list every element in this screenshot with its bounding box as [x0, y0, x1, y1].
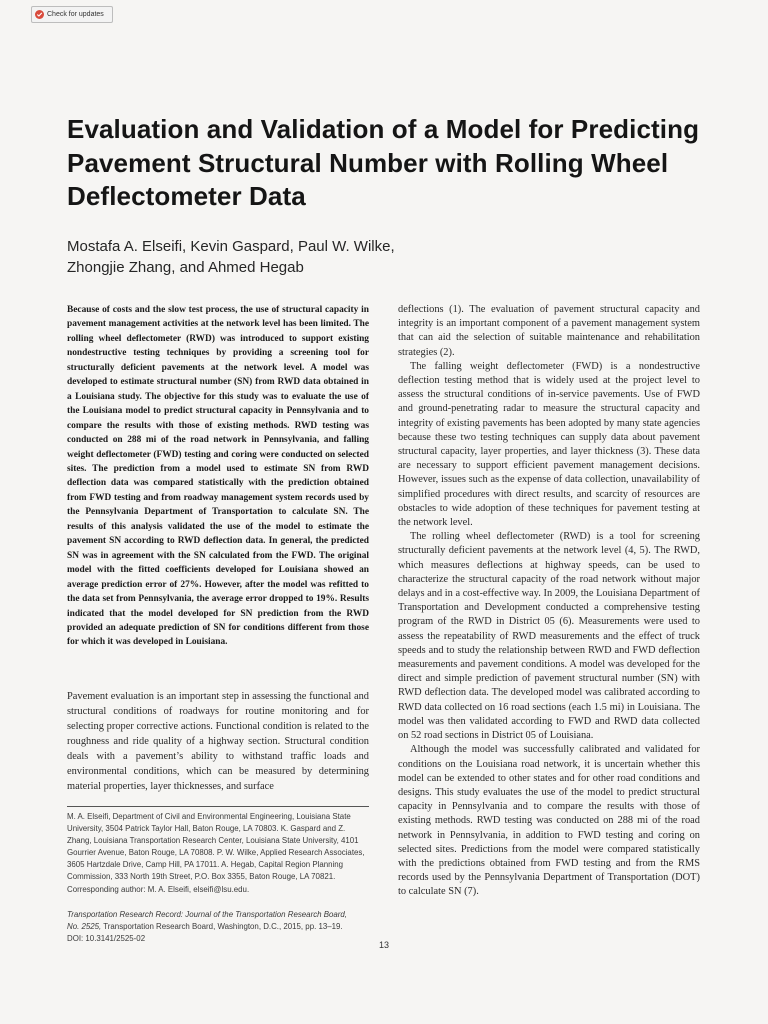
journal-name: Transportation Research Record: Journal of the Transportation Research Board, [67, 910, 347, 919]
page-number-text: 13 [378, 940, 389, 950]
check-for-updates-label: Check for updates [47, 11, 104, 18]
abstract: Because of costs and the slow test process, the use of structural capacity in pavement management activities at the network level has been limited. The rolling wheel deflectometer (RWD) was introduced to support existing nondestructive testing techniques by providing a screening tool for structurally deficient pavements at the network level. A model was developed to estimate structural number (SN) from RWD data obtained in a Louisiana study. The objective for this study was to evaluate the use of the Louisiana model to predict structural capacity in Pennsylvania and to compare the results with those of existing methods. RWD testing was conducted on 288 mi of the road network in Pennsylvania, and falling weight deflectometer (FWD) testing and coring were conducted on selected sites. The prediction from a model used to estimate SN from RWD deflection data was compared statistically with the prediction obtained from FWD testing and from roadway management system records used by the Pennsylvania Department of Transportation to calculate SN. The results of this analysis validated the use of the model to estimate the pavement SN according to RWD deflection data. In general, the predicted SN was in agreement with the SN calculated from the FWD. The original model with the fitted coefficients developed for Louisiana showed an average prediction error of 27%. However, after the model was refitted to the data set from Pennsylvania, the average error dropped to 19%. Results indicated that the model developed for SN prediction from the RWD provided an adequate prediction of SN for conditions different from those for which it was developed in Louisiana. [67, 305, 369, 648]
author-affiliations: M. A. Elseifi, Department of Civil and Environmental Engineering, Louisiana State University, 3504 Patrick Taylor Hall, Baton Rouge, LA 70803. K. Gaspard and Z. Zhang, Louisiana Transportation Research Center, Louisiana State University, 4101 Gourrier Avenue, Baton Rouge, LA 70808. P. W. Wilke, Applied Research Associates, 3605 Hartzdale Drive, Camp Hill, PA 17011. A. Hegab, Capital Region Planning Commission, 333 North 19th Street, P.O. Box 3355, Baton Rouge, LA 70821. Corresponding author: M. A. Elseifi, elseifi@lsu.edu. [67, 812, 365, 894]
page-number [0, 940, 768, 950]
body-paragraph: The falling weight deflectometer (FWD) is a nondestructive deflection testing method that is widely used at the project level to assess the structural conditions of in-service pavements. Use of FWD and ground-penetrating radar to measure the structural capacity and integrity of existing pavements has been adopted by many state agencies because these two testing techniques can supply data about pavement structural capacity, layer properties, and layer thickness (3). These data are necessary to support efficient pavement management decisions. However, issues such as the expense of data collection, unavailability of simplified procedures with direct results, and scarcity of resources are obstacles to wide adoption of these techniques for pavement testing at the network level. [398, 360, 700, 529]
right-column-body [398, 303, 700, 900]
paper-title: Evaluation and Validation of a Model for Predicting Pavement Structural Number with Rolling Wheel Deflectometer Data [67, 114, 700, 211]
authors-line-2: Zhongjie Zhang, and Ahmed Hegab [67, 259, 304, 276]
body-paragraph: deflections (1). The evaluation of pavement structural capacity and integrity is an important component of a pavement management system that can aid the selection of suitable maintenance and rehabilitation strategies (2). [398, 304, 700, 358]
body-paragraph: Although the model was successfully calibrated and validated for conditions on the Louisiana road network, it is uncertain whether this model can be extended to other states and for other road conditions and designs. This study evaluates the use of the model to predict structural capacity in Pennsylvania and to compare the results with those of existing methods. RWD testing was conducted on 288 mi of the road network in Pennsylvania, in addition to FWD testing and coring on selected sites. Predictions from the model were compared statistically with the predictions obtained from FWD testing and from the RMS records used by the Pennsylvania Department of Transportation (DOT) to calculate SN (7). [398, 744, 700, 898]
journal-issue: No. 2525, [67, 922, 102, 932]
footnote-divider [67, 806, 369, 807]
body-paragraph: The rolling wheel deflectometer (RWD) is a tool for screening structurally deficient pavements at the network level (4, 5). The RWD, which measures deflections at highway speeds, can be used to characterize the structural capacity of the road network without major delays and in a cost-effective way. In 2009, the Louisiana Department of Transportation and Development conducted a comprehensive testing program of the RWD in District 05 (6). Measurements were used to assess the repeatability of RWD measurements and the effect of truck speeds and to study the relationship between RWD and FWD deflection measurements and pavement conditions. A model was developed for the direct and simple prediction of pavement structural number (SN) with RWD deflection data. The developed model was calibrated according to RWD data collected on 16 road sections (each 1.5 mi) in Louisiana. The model was then validated according to FWD and RWD data collected on 52 road sections in District 05 of Louisiana. [398, 531, 700, 742]
check-for-updates-icon [35, 10, 44, 19]
introduction-paragraph: Pavement evaluation is an important step in assessing the functional and structural conditions of roadways for routine monitoring and for selecting proper corrective actions. Functional condition is related to the roughness and ride quality of a highway section. Structural condition deals with a pavement’s ability to withstand traffic loads and environmental conditions, which can be measured by determining material properties, layer thicknesses, and surface [67, 691, 369, 793]
authors-line-1: Mostafa A. Elseifi, Kevin Gaspard, Paul W. Wilke, [67, 238, 395, 255]
doi: DOI: 10.3141/2525-02 [67, 934, 146, 944]
check-for-updates-button[interactable] [31, 6, 113, 23]
citation-details: Transportation Research Board, Washington, D.C., 2015, pp. 13–19. [101, 922, 343, 932]
author-list [67, 236, 667, 278]
